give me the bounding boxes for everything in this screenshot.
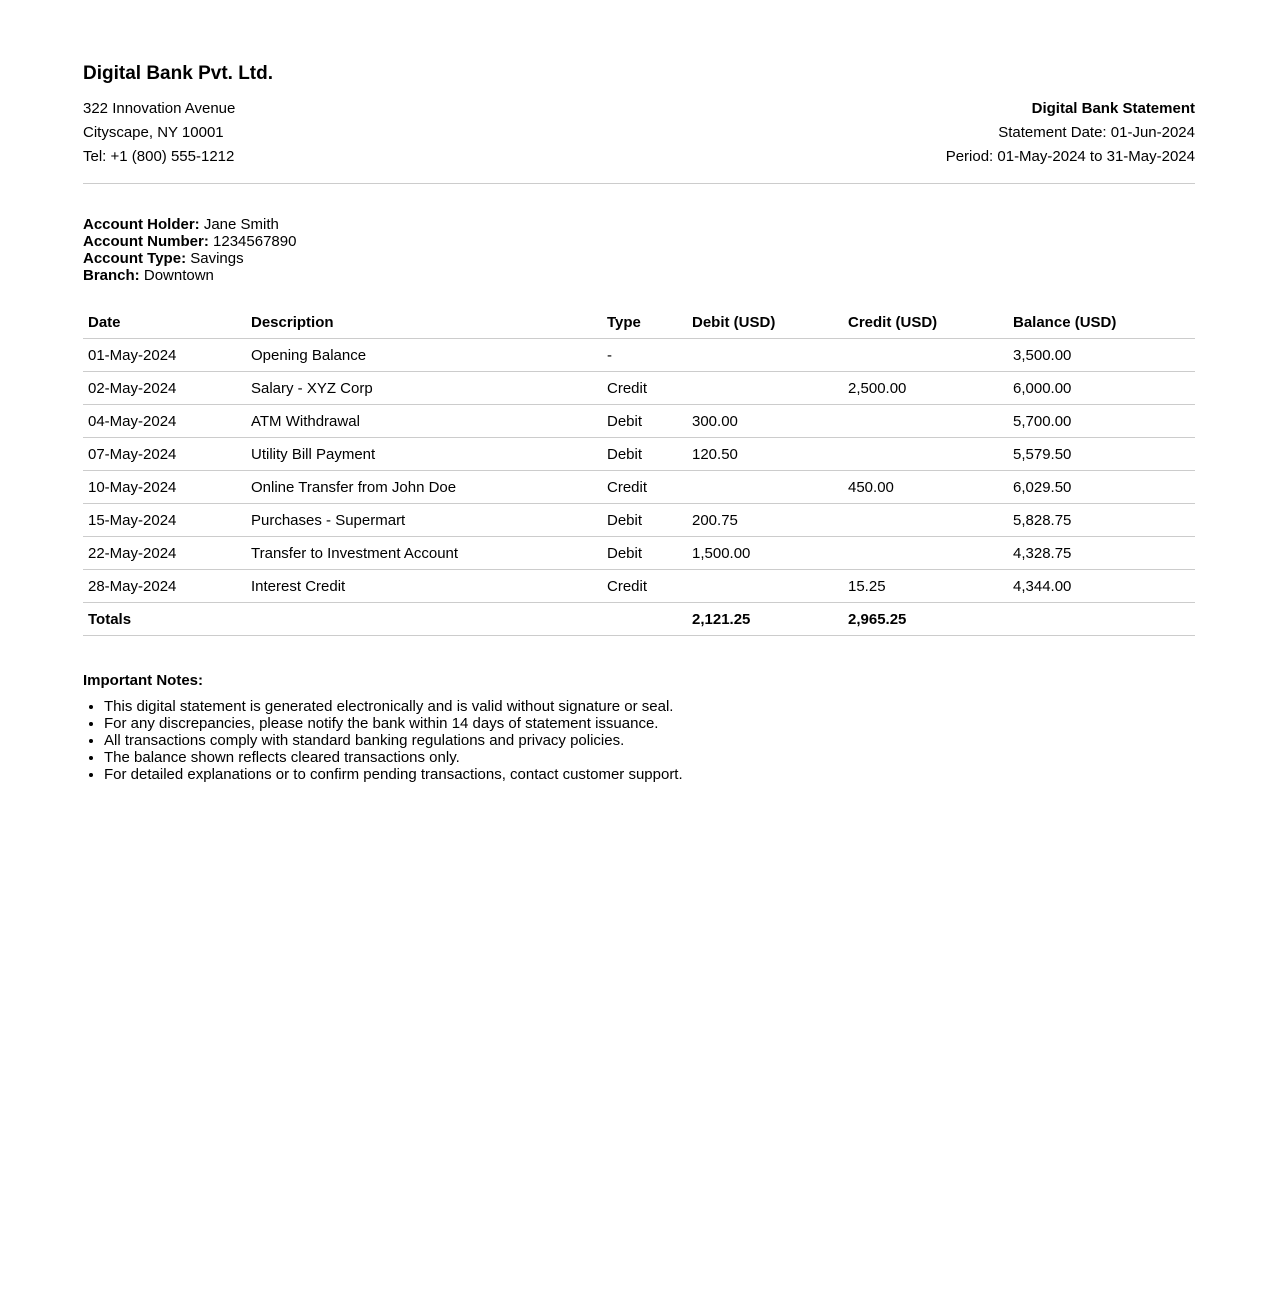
notes-title: Important Notes: (83, 672, 203, 689)
cell-date: 01-May-2024 (83, 339, 246, 372)
account-type-value: Savings (190, 250, 244, 267)
cell-credit (843, 405, 1008, 438)
note-item: • All transactions comply with standard banking regulations and privacy policies. (104, 732, 1195, 749)
cell-credit (843, 438, 1008, 471)
column-header-credit: Credit (USD) (843, 306, 1008, 339)
cell-type: Credit (602, 372, 687, 405)
account-holder-label: Account Holder: (83, 216, 200, 233)
statement-title: Digital Bank Statement (1031, 100, 1195, 117)
column-header-debit: Debit (USD) (687, 306, 843, 339)
cell-credit (843, 504, 1008, 537)
statement-meta (946, 97, 1195, 169)
cell-date: 28-May-2024 (83, 570, 246, 603)
cell-debit (687, 471, 843, 504)
cell-description: Online Transfer from John Doe (246, 471, 602, 504)
cell-description: ATM Withdrawal (246, 405, 602, 438)
account-holder-value: Jane Smith (203, 216, 279, 233)
cell-credit (843, 339, 1008, 372)
totals-description-empty (246, 603, 602, 636)
cell-type: Debit (602, 504, 687, 537)
table-row (83, 339, 1195, 372)
table-row (83, 372, 1195, 405)
statement-period: Period: 01-May-2024 to 31-May-2024 (945, 148, 1195, 165)
statement-date: Statement Date: 01-Jun-2024 (998, 124, 1195, 141)
column-header-balance: Balance (USD) (1008, 306, 1195, 339)
table-totals-row (83, 603, 1195, 636)
account-holder-line (83, 216, 1195, 233)
note-item: • The balance shown reflects cleared transactions only. (104, 749, 1195, 766)
cell-type: Credit (602, 471, 687, 504)
cell-description: Purchases - Supermart (246, 504, 602, 537)
column-header-description: Description (246, 306, 602, 339)
cell-description: Opening Balance (246, 339, 602, 372)
cell-type: - (602, 339, 687, 372)
table-row (83, 471, 1195, 504)
cell-debit: 120.50 (687, 438, 843, 471)
table-row (83, 405, 1195, 438)
cell-balance: 4,344.00 (1008, 570, 1195, 603)
column-header-date: Date (83, 306, 246, 339)
bank-phone: Tel: +1 (800) 555-1212 (83, 148, 235, 165)
column-header-type: Type (602, 306, 687, 339)
table-row (83, 570, 1195, 603)
account-branch-label: Branch: (83, 267, 140, 284)
cell-credit (843, 537, 1008, 570)
cell-description: Transfer to Investment Account (246, 537, 602, 570)
table-header-row (83, 306, 1195, 339)
bank-address-line1: 322 Innovation Avenue (83, 100, 236, 117)
table-row (83, 504, 1195, 537)
account-number-line (83, 233, 1195, 250)
cell-date: 22-May-2024 (83, 537, 246, 570)
statement-header (83, 62, 1195, 184)
note-item: • For detailed explanations or to confirm pending transactions, contact customer support. (104, 766, 1195, 783)
totals-type-empty (602, 603, 687, 636)
note-item: • For any discrepancies, please notify the bank within 14 days of statement issuance. (104, 715, 1195, 732)
cell-date: 04-May-2024 (83, 405, 246, 438)
cell-description: Utility Bill Payment (246, 438, 602, 471)
account-type-line (83, 250, 1195, 267)
cell-balance: 5,700.00 (1008, 405, 1195, 438)
account-branch-line (83, 267, 1195, 284)
cell-type: Credit (602, 570, 687, 603)
bank-name: Digital Bank Pvt. Ltd. (83, 63, 274, 84)
notes-list (83, 698, 1195, 783)
cell-type: Debit (602, 537, 687, 570)
bank-info (83, 62, 273, 169)
totals-debit: 2,121.25 (687, 603, 843, 636)
cell-debit: 300.00 (687, 405, 843, 438)
cell-date: 10-May-2024 (83, 471, 246, 504)
cell-credit: 450.00 (843, 471, 1008, 504)
cell-credit: 2,500.00 (843, 372, 1008, 405)
totals-credit: 2,965.25 (843, 603, 1008, 636)
table-row (83, 537, 1195, 570)
cell-debit (687, 339, 843, 372)
table-row (83, 438, 1195, 471)
account-branch-value: Downtown (143, 267, 214, 284)
cell-balance: 4,328.75 (1008, 537, 1195, 570)
account-number-value: 1234567890 (213, 233, 297, 250)
cell-description: Salary - XYZ Corp (246, 372, 602, 405)
cell-balance: 3,500.00 (1008, 339, 1195, 372)
cell-date: 02-May-2024 (83, 372, 246, 405)
cell-description: Interest Credit (246, 570, 602, 603)
cell-balance: 5,579.50 (1008, 438, 1195, 471)
cell-balance: 5,828.75 (1008, 504, 1195, 537)
important-notes (83, 672, 1195, 783)
cell-balance: 6,029.50 (1008, 471, 1195, 504)
account-type-label: Account Type: (83, 250, 187, 267)
cell-debit (687, 372, 843, 405)
bank-address-line2: Cityscape, NY 10001 (83, 124, 224, 141)
cell-balance: 6,000.00 (1008, 372, 1195, 405)
cell-type: Debit (602, 405, 687, 438)
cell-debit: 200.75 (687, 504, 843, 537)
totals-label: Totals (83, 603, 246, 636)
totals-balance-empty (1008, 603, 1195, 636)
cell-debit (687, 570, 843, 603)
transactions-table (83, 306, 1195, 636)
cell-date: 15-May-2024 (83, 504, 246, 537)
note-item: • This digital statement is generated electronically and is valid without signature or seal. (104, 698, 1195, 715)
account-number-label: Account Number: (83, 233, 209, 250)
cell-type: Debit (602, 438, 687, 471)
cell-debit: 1,500.00 (687, 537, 843, 570)
cell-credit: 15.25 (843, 570, 1008, 603)
account-info (83, 216, 1195, 284)
cell-date: 07-May-2024 (83, 438, 246, 471)
